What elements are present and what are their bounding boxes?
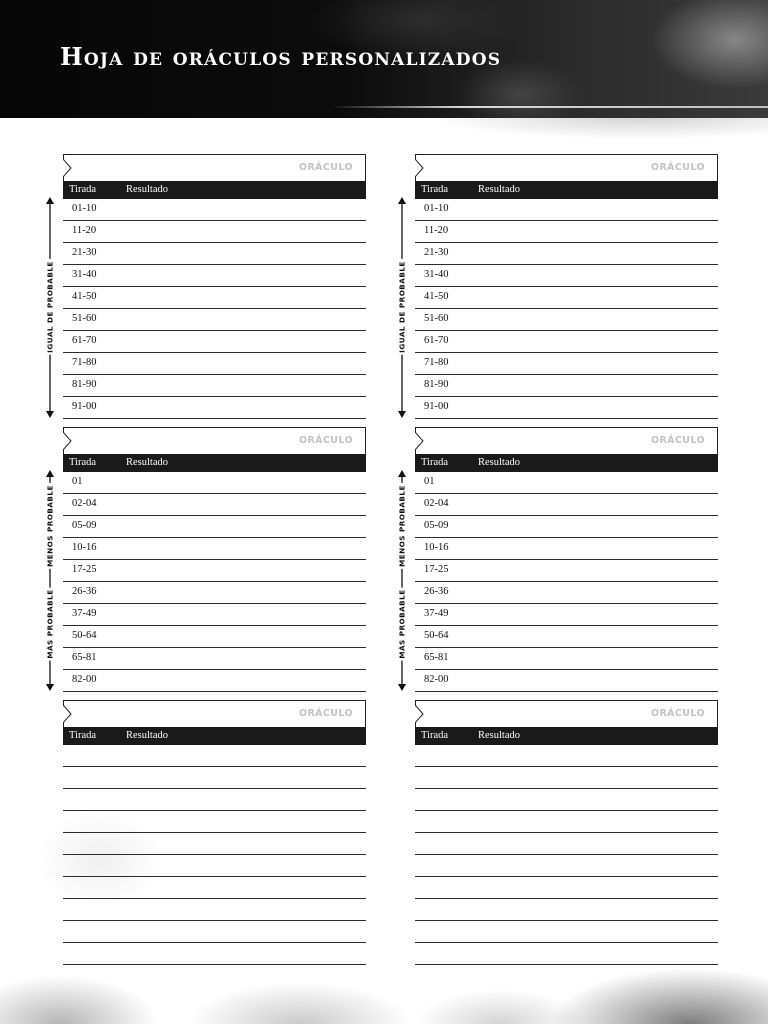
roll-range: 41-50 [424,291,449,302]
side-indicator-equal-left [42,197,58,418]
notch-icon [415,705,425,723]
table-row[interactable] [63,560,366,582]
table-row[interactable] [63,767,366,789]
table-row[interactable] [415,626,718,648]
table-row[interactable] [415,811,718,833]
notch-icon [415,159,425,177]
oracle-panel-2 [415,154,718,419]
table-row[interactable] [415,265,718,287]
column-header [63,181,366,199]
table-row[interactable] [63,582,366,604]
roll-range: 91-00 [424,401,449,412]
table-row[interactable] [63,243,366,265]
table-row[interactable] [415,921,718,943]
oracle-name-field[interactable] [63,700,366,727]
page-header [0,0,768,118]
table-row[interactable] [63,331,366,353]
roll-range: 26-36 [72,586,97,597]
table-row[interactable] [415,582,718,604]
roll-range: 71-80 [72,357,97,368]
table-row[interactable] [63,309,366,331]
roll-range: 50-64 [424,630,449,641]
table-row[interactable] [415,538,718,560]
side-label-more: MÁS PROBABLE [397,589,407,659]
roll-range: 02-04 [424,498,449,509]
oracle-rows [63,472,366,692]
roll-range: 01 [72,476,83,487]
notch-icon [63,705,73,723]
roll-range: 71-80 [424,357,449,368]
table-row[interactable] [415,648,718,670]
oracle-label: ORÁCULO [650,708,705,719]
table-row[interactable] [415,199,718,221]
roll-range: 31-40 [72,269,97,280]
table-row[interactable] [415,287,718,309]
column-header-result: Resultado [126,457,168,468]
oracle-rows [415,199,718,419]
side-indicator-equal-right [394,197,410,418]
table-row[interactable] [63,604,366,626]
table-row[interactable] [63,472,366,494]
roll-range: 11-20 [424,225,449,236]
roll-range: 81-90 [424,379,449,390]
roll-range: 17-25 [424,564,449,575]
column-header-result: Resultado [478,457,520,468]
table-row[interactable] [63,375,366,397]
column-header-roll: Tirada [69,457,97,468]
table-row[interactable] [415,789,718,811]
oracle-label: ORÁCULO [650,162,705,173]
table-row[interactable] [415,397,718,419]
table-row[interactable] [415,309,718,331]
table-row[interactable] [415,745,718,767]
table-row[interactable] [415,221,718,243]
table-row[interactable] [415,767,718,789]
roll-range: 51-60 [72,313,97,324]
roll-range: 65-81 [424,652,449,663]
table-row[interactable] [63,397,366,419]
oracle-panel-1 [63,154,366,419]
table-row[interactable] [415,877,718,899]
table-row[interactable] [63,199,366,221]
table-row[interactable] [63,833,366,855]
oracle-label: ORÁCULO [298,708,353,719]
column-header-result: Resultado [478,730,520,741]
grunge-texture-top [0,118,768,158]
table-row[interactable] [63,265,366,287]
table-row[interactable] [415,353,718,375]
roll-range: 81-90 [72,379,97,390]
oracle-rows [63,745,366,965]
roll-range: 82-00 [72,674,97,685]
roll-range: 21-30 [424,247,449,258]
table-row[interactable] [63,221,366,243]
side-indicator-weighted-right [394,470,410,691]
side-label-equal: IGUAL DE PROBABLE [45,261,55,353]
roll-range: 61-70 [72,335,97,346]
roll-range: 82-00 [424,674,449,685]
side-label-more: MÁS PROBABLE [45,589,55,659]
roll-range: 01 [424,476,435,487]
oracle-label: ORÁCULO [298,162,353,173]
roll-range: 37-49 [72,608,97,619]
table-row[interactable] [415,833,718,855]
oracle-name-field[interactable] [415,427,718,454]
column-header [415,181,718,199]
roll-range: 01-10 [72,203,97,214]
roll-range: 50-64 [72,630,97,641]
table-row[interactable] [415,604,718,626]
roll-range: 10-16 [72,542,97,553]
table-row[interactable] [63,538,366,560]
oracle-panel-3 [63,427,366,692]
table-row[interactable] [63,745,366,767]
oracle-label: ORÁCULO [298,435,353,446]
roll-range: 91-00 [72,401,97,412]
column-header-roll: Tirada [421,457,449,468]
column-header-result: Resultado [478,184,520,195]
table-row[interactable] [63,943,366,965]
side-label-equal: IGUAL DE PROBABLE [397,261,407,353]
roll-range: 05-09 [72,520,97,531]
side-label-less: MENOS PROBABLE [397,485,407,567]
oracle-name-field[interactable] [415,700,718,727]
table-row[interactable] [415,243,718,265]
oracle-name-field[interactable] [63,154,366,181]
table-row[interactable] [63,648,366,670]
roll-range: 41-50 [72,291,97,302]
table-row[interactable] [63,921,366,943]
table-row[interactable] [63,855,366,877]
table-row[interactable] [63,626,366,648]
table-row[interactable] [415,516,718,538]
roll-range: 10-16 [424,542,449,553]
table-row[interactable] [415,560,718,582]
table-row[interactable] [63,287,366,309]
column-header-result: Resultado [126,184,168,195]
oracle-rows [415,472,718,692]
table-row[interactable] [415,494,718,516]
column-header [415,727,718,745]
page-title: Hoja de oráculos personalizados [60,42,502,71]
table-row[interactable] [63,516,366,538]
notch-icon [63,159,73,177]
table-row[interactable] [415,472,718,494]
table-row[interactable] [415,331,718,353]
oracle-panel-4 [415,427,718,692]
column-header [63,454,366,472]
side-indicator-weighted-left [42,470,58,691]
roll-range: 02-04 [72,498,97,509]
oracle-name-field[interactable] [63,427,366,454]
table-row[interactable] [415,375,718,397]
table-row[interactable] [63,670,366,692]
table-row[interactable] [63,899,366,921]
table-row[interactable] [415,670,718,692]
table-row[interactable] [63,811,366,833]
table-row[interactable] [63,353,366,375]
column-header-roll: Tirada [421,730,449,741]
roll-range: 01-10 [424,203,449,214]
roll-range: 21-30 [72,247,97,258]
table-row[interactable] [415,943,718,965]
table-row[interactable] [415,855,718,877]
table-row[interactable] [63,877,366,899]
roll-range: 61-70 [424,335,449,346]
oracle-rows [415,745,718,965]
roll-range: 31-40 [424,269,449,280]
oracle-rows [63,199,366,419]
table-row[interactable] [63,789,366,811]
table-row[interactable] [63,494,366,516]
oracle-name-field[interactable] [415,154,718,181]
side-label-less: MENOS PROBABLE [45,485,55,567]
roll-range: 26-36 [424,586,449,597]
column-header-roll: Tirada [421,184,449,195]
column-header-roll: Tirada [69,184,97,195]
roll-range: 05-09 [424,520,449,531]
oracle-label: ORÁCULO [650,435,705,446]
roll-range: 11-20 [72,225,97,236]
roll-range: 65-81 [72,652,97,663]
header-divider [330,106,768,108]
oracle-panel-5 [63,700,366,965]
roll-range: 17-25 [72,564,97,575]
column-header-roll: Tirada [69,730,97,741]
column-header [63,727,366,745]
column-header [415,454,718,472]
oracle-panel-6 [415,700,718,965]
notch-icon [63,432,73,450]
column-header-result: Resultado [126,730,168,741]
notch-icon [415,432,425,450]
roll-range: 51-60 [424,313,449,324]
table-row[interactable] [415,899,718,921]
roll-range: 37-49 [424,608,449,619]
